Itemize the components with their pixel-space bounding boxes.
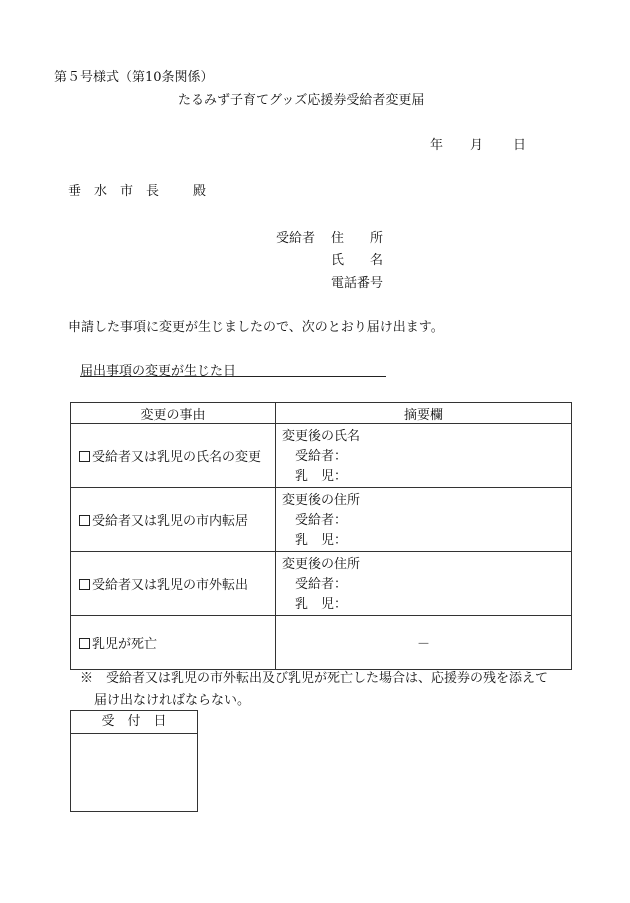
reason-cell[interactable] (71, 552, 276, 616)
date-day-label: 日 (513, 138, 527, 153)
recipient-label: 受給者： (295, 513, 348, 528)
receipt-date-label: 受 付 日 (71, 711, 197, 734)
name-label: 氏 名 (331, 253, 384, 268)
statement-text: 申請した事項に変更が生じましたので、次のとおり届け出ます。 (68, 320, 444, 335)
date-year-label: 年 (430, 138, 444, 153)
summary-title: 変更後の氏名 (282, 429, 361, 444)
phone-label: 電話番号 (331, 276, 384, 291)
note-text-continued: 届け出なければならない。 (94, 693, 251, 708)
summary-cell (276, 616, 572, 670)
summary-cell[interactable] (276, 552, 572, 616)
addressee-honorific: 殿 (193, 184, 207, 199)
applicant-label: 受給者 (276, 231, 316, 246)
form-number: 第５号様式（第10条関係） (54, 70, 214, 85)
addressee: 垂 水 市 長 (68, 184, 160, 199)
summary-cell[interactable] (276, 424, 572, 488)
document-title: たるみず子育てグッズ応援券受給者変更届 (178, 93, 425, 108)
date-month-label: 月 (470, 138, 484, 153)
column-header-summary: 摘要欄 (276, 403, 572, 424)
summary-title: 変更後の住所 (282, 493, 361, 508)
change-date-field[interactable] (80, 360, 386, 377)
note-text: ※ 受給者又は乳児の市外転出及び乳児が死亡した場合は、応援券の残を添えて (80, 671, 549, 686)
infant-label: 乳 児： (295, 533, 348, 548)
reason-cell[interactable] (71, 616, 276, 670)
reason-label: 受給者又は乳児の市内転居 (92, 514, 249, 529)
checkbox[interactable] (79, 579, 90, 590)
reason-cell[interactable] (71, 488, 276, 552)
summary-dash: － (416, 637, 430, 652)
checkbox[interactable] (79, 515, 90, 526)
checkbox[interactable] (79, 451, 90, 462)
reason-label: 受給者又は乳児の氏名の変更 (92, 450, 262, 465)
summary-title: 変更後の住所 (282, 557, 361, 572)
address-label: 住 所 (331, 231, 384, 246)
infant-label: 乳 児： (295, 469, 348, 484)
table-row (71, 488, 572, 552)
reason-label: 受給者又は乳児の市外転出 (92, 578, 249, 593)
column-header-reason: 変更の事由 (71, 403, 276, 424)
recipient-label: 受給者： (295, 449, 348, 464)
table-row (71, 552, 572, 616)
checkbox[interactable] (79, 638, 90, 649)
table-row (71, 616, 572, 670)
receipt-date-box (70, 710, 198, 812)
reason-label: 乳児が死亡 (92, 637, 158, 652)
recipient-label: 受給者： (295, 577, 348, 592)
change-date-label: 届出事項の変更が生じた日 (80, 364, 237, 379)
table-row (71, 424, 572, 488)
change-table (70, 402, 572, 670)
table-header-row (71, 403, 572, 424)
summary-cell[interactable] (276, 488, 572, 552)
reason-cell[interactable] (71, 424, 276, 488)
infant-label: 乳 児： (295, 597, 348, 612)
